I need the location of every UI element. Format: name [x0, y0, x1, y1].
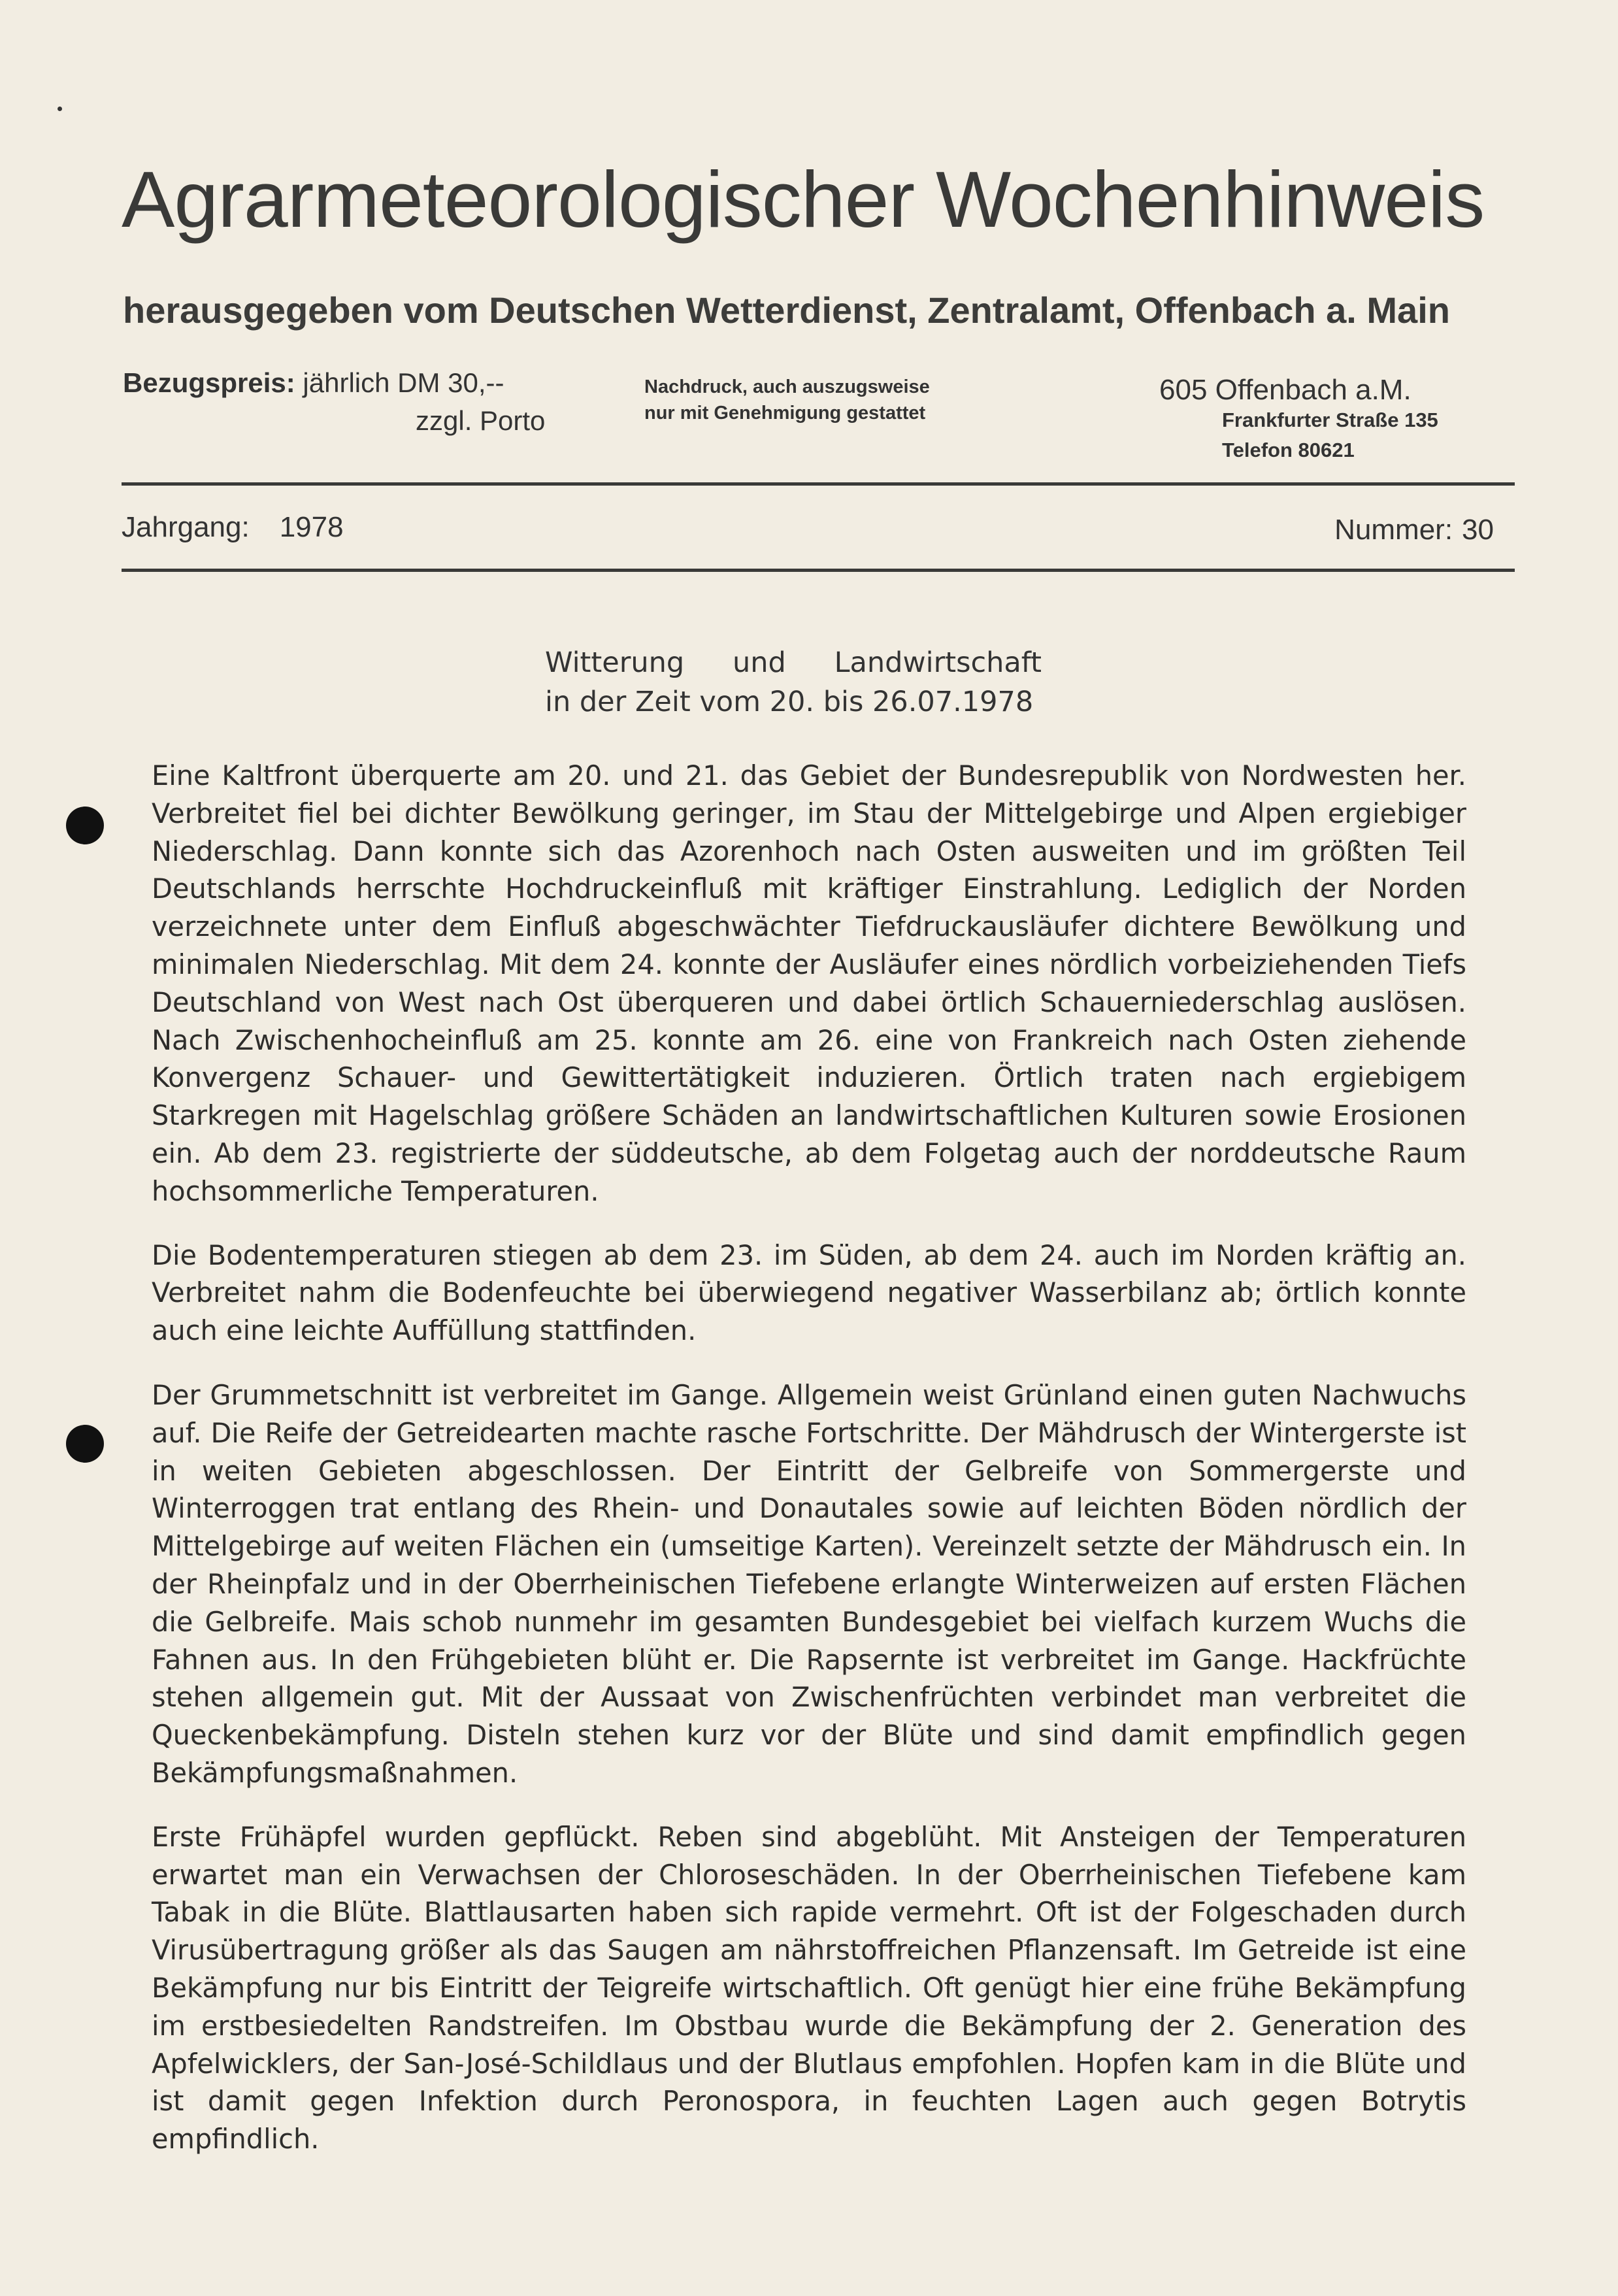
reprint-line-1: Nachdruck, auch auszugsweise — [644, 376, 930, 397]
reprint-notice — [644, 374, 930, 426]
address-city: 605 Offenbach a.M. — [1159, 374, 1412, 406]
address-phone: Telefon 80621 — [1222, 439, 1355, 461]
issue-number — [1334, 511, 1494, 549]
paragraph-soil: Die Bodentemperaturen stiegen ab dem 23. im Süden, ab dem 24. auch im Norden kräftig an. Verbreitet nahm die Bodenfeuchte bei überwiegend negativer Wasserbilanz ab; örtlich konnte auch eine leichte Auffüllung stattfinden. — [152, 1239, 1466, 1347]
address-details — [1222, 405, 1438, 465]
year-label: Jahrgang: — [122, 511, 250, 543]
volume-year — [122, 508, 344, 546]
report-period: in der Zeit vom 20. bis 26.07.1978 — [545, 686, 1034, 718]
report-heading-line-1 — [545, 643, 1042, 682]
heading-word-agriculture: Landwirtschaft — [834, 646, 1042, 679]
year-value: 1978 — [279, 511, 344, 543]
header-divider-bottom — [122, 569, 1515, 572]
paper-speck — [58, 107, 62, 111]
number-value: 30 — [1462, 514, 1494, 546]
address-street: Frankfurter Straße 135 — [1222, 408, 1438, 431]
report-heading — [457, 643, 1161, 722]
price-value: jährlich DM 30,-- — [303, 367, 504, 398]
price-label: Bezugspreis: — [123, 367, 295, 398]
reprint-line-2: nur mit Genehmigung gestattet — [644, 403, 926, 424]
number-label: Nummer: — [1334, 514, 1453, 546]
subscription-price — [123, 366, 504, 400]
paragraph-weather: Eine Kaltfront überquerte am 20. und 21. das Gebiet der Bundesrepublik von Nordwesten her. Verbreitet fiel bei dichter Bewölkung geringer, im Stau der Mittelgebirge und Alpen ergiebiger Niederschlag. Dann konnte sich das Azorenhoch nach Osten ausweiten und im größten Teil Deutschlands herrschte Hochdruckeinfluß mit kräftiger Einstrahlung. Lediglich der Norden verzeichnete unter dem Einfluß abgeschwächter Tiefdruckausläufer dichtere Bewölkung und minimalen Niederschlag. Mit dem 24. konnte der Ausläufer eines nördlich vorbeiziehenden Tiefs Deutschland von West nach Ost überqueren und dabei örtlich Schauerniederschlag auslösen. Nach Zwischenhocheinfluß am 25. konnte am 26. eine von Frankreich nach Osten ziehende Konvergenz Schauer- und Gewittertätigkeit induzieren. Örtlich traten nach ergiebigem Starkregen mit Hagelschlag größere Schäden an landwirtschaftlichen Kulturen sowie Erosionen ein. Ab dem 23. registrierte der süddeutsche, ab dem Folgetag auch der norddeutsche Raum hochsommerliche Temperaturen. — [152, 759, 1466, 1207]
report-body — [152, 757, 1466, 2158]
publication-title: Agrarmeteorologischer Wochenhinweis — [122, 155, 1485, 244]
punch-hole-top — [66, 807, 104, 844]
paragraph-fruit-protection: Erste Frühäpfel wurden gepflückt. Reben sind abgeblüht. Mit Ansteigen der Temperaturen erwartet man ein Verwachsen der Chloroseschäden. In der Oberrheinischen Tiefebene kam Tabak in die Blüte. Blattlausarten haben sich rapide vermehrt. Oft ist der Folgeschaden durch Virusübertragung größer als das Saugen am nährstoffreichen Pflanzensaft. Im Getreide ist eine Bekämpfung nur bis Eintritt der Teigreife wirtschaftlich. Oft genügt hier eine frühe Bekämpfung im erstbesiedelten Randstreifen. Im Obstbau wurde die Bekämpfung der 2. Generation des Apfelwicklers, der San-José-Schildlaus und der Blutlaus empfohlen. Hopfen kam in die Blüte und ist damit gegen Infektion durch Peronospora, in feuchten Lagen auch gegen Botrytis empfindlich. — [152, 1820, 1466, 2155]
heading-word-weather: Witterung — [545, 646, 685, 679]
punch-hole-bottom — [66, 1425, 104, 1463]
paragraph-crops: Der Grummetschnitt ist verbreitet im Gange. Allgemein weist Grünland einen guten Nachwuchs auf. Die Reife der Getreidearten machte rasche Fortschritte. Der Mähdrusch der Wintergerste ist in weiten Gebieten abgeschlossen. Der Eintritt der Gelbreife von Sommergerste und Winterroggen trat entlang des Rhein- und Donautales sowie auf leichten Böden nördlich der Mittelgebirge auf weiten Flächen ein (umseitige Karten). Vereinzelt setzte der Mähdrusch ein. In der Rheinpfalz und in der Oberrheinischen Tiefebene erlangte Winterweizen auf ersten Flächen die Gelbreife. Mais schob nunmehr im gesamten Bundesgebiet bei vielfach kurzem Wuchs die Fahnen aus. In den Frühgebieten blüht er. Die Rapsernte ist verbreitet im Gange. Hackfrüchte stehen allgemein gut. Mit der Aussaat von Zwischenfrüchten verbindet man verbreitet die Queckenbekämpfung. Disteln stehen kurz vor der Blüte und sind damit empfindlich gegen Bekämpfungsmaßnahmen. — [152, 1378, 1466, 1789]
header-divider-top — [122, 482, 1515, 486]
heading-word-and: und — [732, 646, 786, 679]
price-note: zzgl. Porto — [416, 405, 546, 436]
publisher-line: herausgegeben vom Deutschen Wetterdienst, Zentralamt, Offenbach a. Main — [123, 290, 1450, 331]
